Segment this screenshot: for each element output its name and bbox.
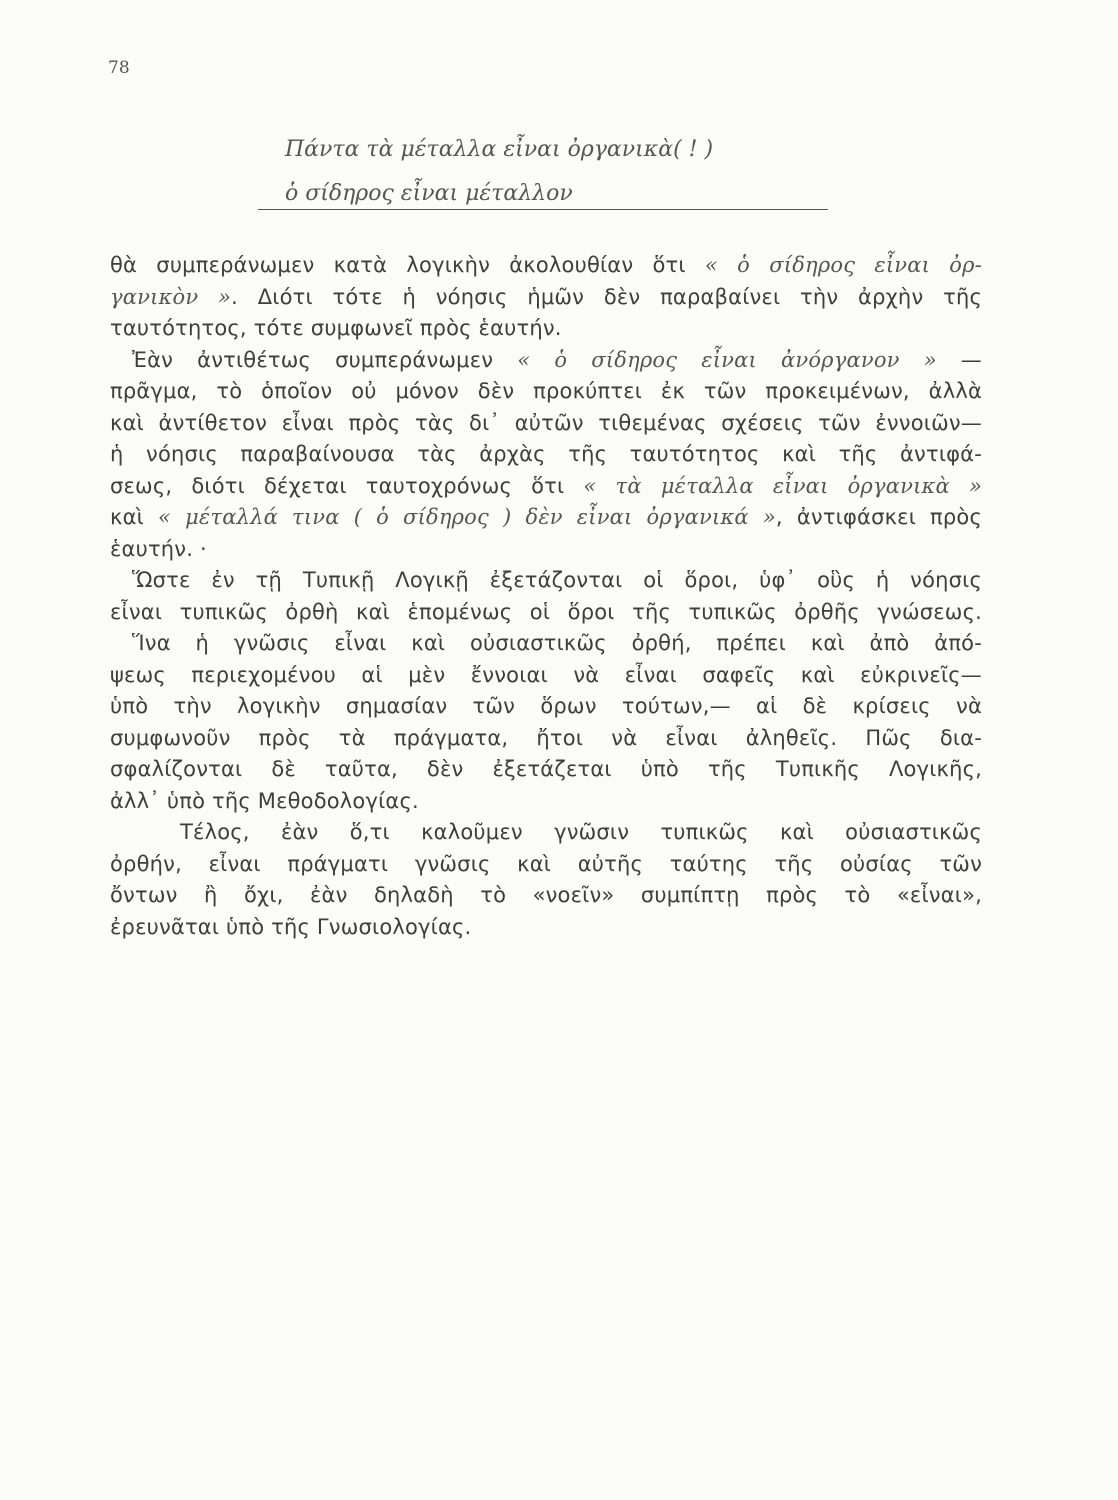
text-line: Ἐὰν ἀντιθέτως συμπεράνωμεν « ὁ σίδηρος εἶναι ἀνόργανον » — — [132, 347, 982, 372]
italic-quote: « ὁ σίδηρος εἶναι ἀνόργανον » — [517, 347, 937, 372]
text-line: γανικὸν ». Διότι τότε ἡ νόησις ἡμῶν δὲν παραβαίνει τὴν ἀρχὴν τῆς — [110, 284, 982, 309]
text-line: Τέλος, ἐὰν ὅ,τι καλοῦμεν γνῶσιν τυπικῶς καὶ οὐσιαστικῶς — [180, 820, 982, 844]
text-line: ὀρθήν, εἶναι πράγματι γνῶσις καὶ αὐτῆς ταύτης τῆς οὐσίας τῶν — [110, 851, 982, 876]
text-line: ψεως περιεχομένου αἱ μὲν ἔννοιαι νὰ εἶναι σαφεῖς καὶ εὐκρινεῖς— — [110, 662, 982, 687]
text-line: συμφωνοῦν πρὸς τὰ πράγματα, ἤτοι νὰ εἶναι ἀληθεῖς. Πῶς δια- — [110, 725, 982, 750]
text-line: καὶ « μέταλλά τινα ( ὁ σίδηρος ) δὲν εἶναι ὀργανικά », ἀντιφάσκει πρὸς — [110, 505, 982, 529]
syllogism-major-premise: Πάντα τὰ μέταλλα εἶναι ὀργανικὰ( ! ) — [285, 137, 714, 162]
text-line: Ὥστε ἐν τῇ Τυπικῇ Λογικῇ ἐξετάζονται οἱ ὅροι, ὑφ᾽ οὓς ἡ νόησις — [132, 568, 982, 592]
text-line: ἑαυτήν. · — [110, 536, 207, 561]
text-line: ἐρευνᾶται ὑπὸ τῆς Γνωσιολογίας. — [110, 914, 472, 939]
syllogism-minor-premise: ὁ σίδηρος εἶναι μέταλλον — [285, 181, 573, 206]
text-line: Ἵνα ἡ γνῶσις εἶναι καὶ οὐσιαστικῶς ὀρθή, πρέπει καὶ ἀπὸ ἀπό- — [132, 631, 982, 655]
syllogism-divider-line — [258, 209, 828, 210]
italic-quote: « τὰ μέταλλα εἶναι ὀργανικὰ » — [583, 473, 982, 498]
syllogism-block — [285, 128, 845, 216]
text-line: ταυτότητος, τότε συμφωνεῖ πρὸς ἑαυτήν. — [110, 316, 562, 340]
text-line: θὰ συμπεράνωμεν κατὰ λογικὴν ἀκολουθίαν ὅτι « ὁ σίδηρος εἶναι ὀρ- — [110, 253, 982, 277]
body-text — [110, 250, 982, 943]
text-line: σφαλίζονται δὲ ταῦτα, δὲν ἐξετάζεται ὑπὸ τῆς Τυπικῆς Λογικῆς, — [110, 757, 982, 781]
text-line: ὄντων ἢ ὄχι, ἐὰν δηλαδὴ τὸ «νοεῖν» συμπίπτῃ πρὸς τὸ «εἶναι», — [110, 883, 982, 907]
text-line: εἶναι τυπικῶς ὀρθὴ καὶ ἑπομένως οἱ ὅροι τῆς τυπικῶς ὀρθῆς γνώσεως. — [110, 599, 982, 624]
text-line: ἀλλ᾽ ὑπὸ τῆς Μεθοδολογίας. — [110, 788, 419, 813]
text-line: καὶ ἀντίθετον εἶναι πρὸς τὰς δι᾽ αὐτῶν τιθεμένας σχέσεις τῶν ἐννοιῶν— — [110, 410, 982, 435]
text-line: ἡ νόησις παραβαίνουσα τὰς ἀρχὰς τῆς ταυτότητος καὶ τῆς ἀντιφά- — [110, 442, 982, 466]
text-line: πρᾶγμα, τὸ ὁποῖον οὐ μόνον δὲν προκύπτει ἐκ τῶν προκειμένων, ἀλλὰ — [110, 379, 982, 403]
italic-quote: γανικὸν » — [110, 284, 232, 309]
italic-quote: « μέταλλά τινα ( ὁ σίδηρος ) δὲν εἶναι ὀργανικά » — [157, 505, 776, 529]
text-line: σεως, διότι δέχεται ταυτοχρόνως ὅτι « τὰ μέταλλα εἶναι ὀργανικὰ » — [110, 473, 982, 498]
text-line: ὑπὸ τὴν λογικὴν σημασίαν τῶν ὅρων τούτων,— αἱ δὲ κρίσεις νὰ — [110, 694, 982, 718]
page-number: 78 — [108, 58, 130, 78]
italic-quote: « ὁ σίδηρος εἶναι ὀρ- — [704, 253, 982, 277]
